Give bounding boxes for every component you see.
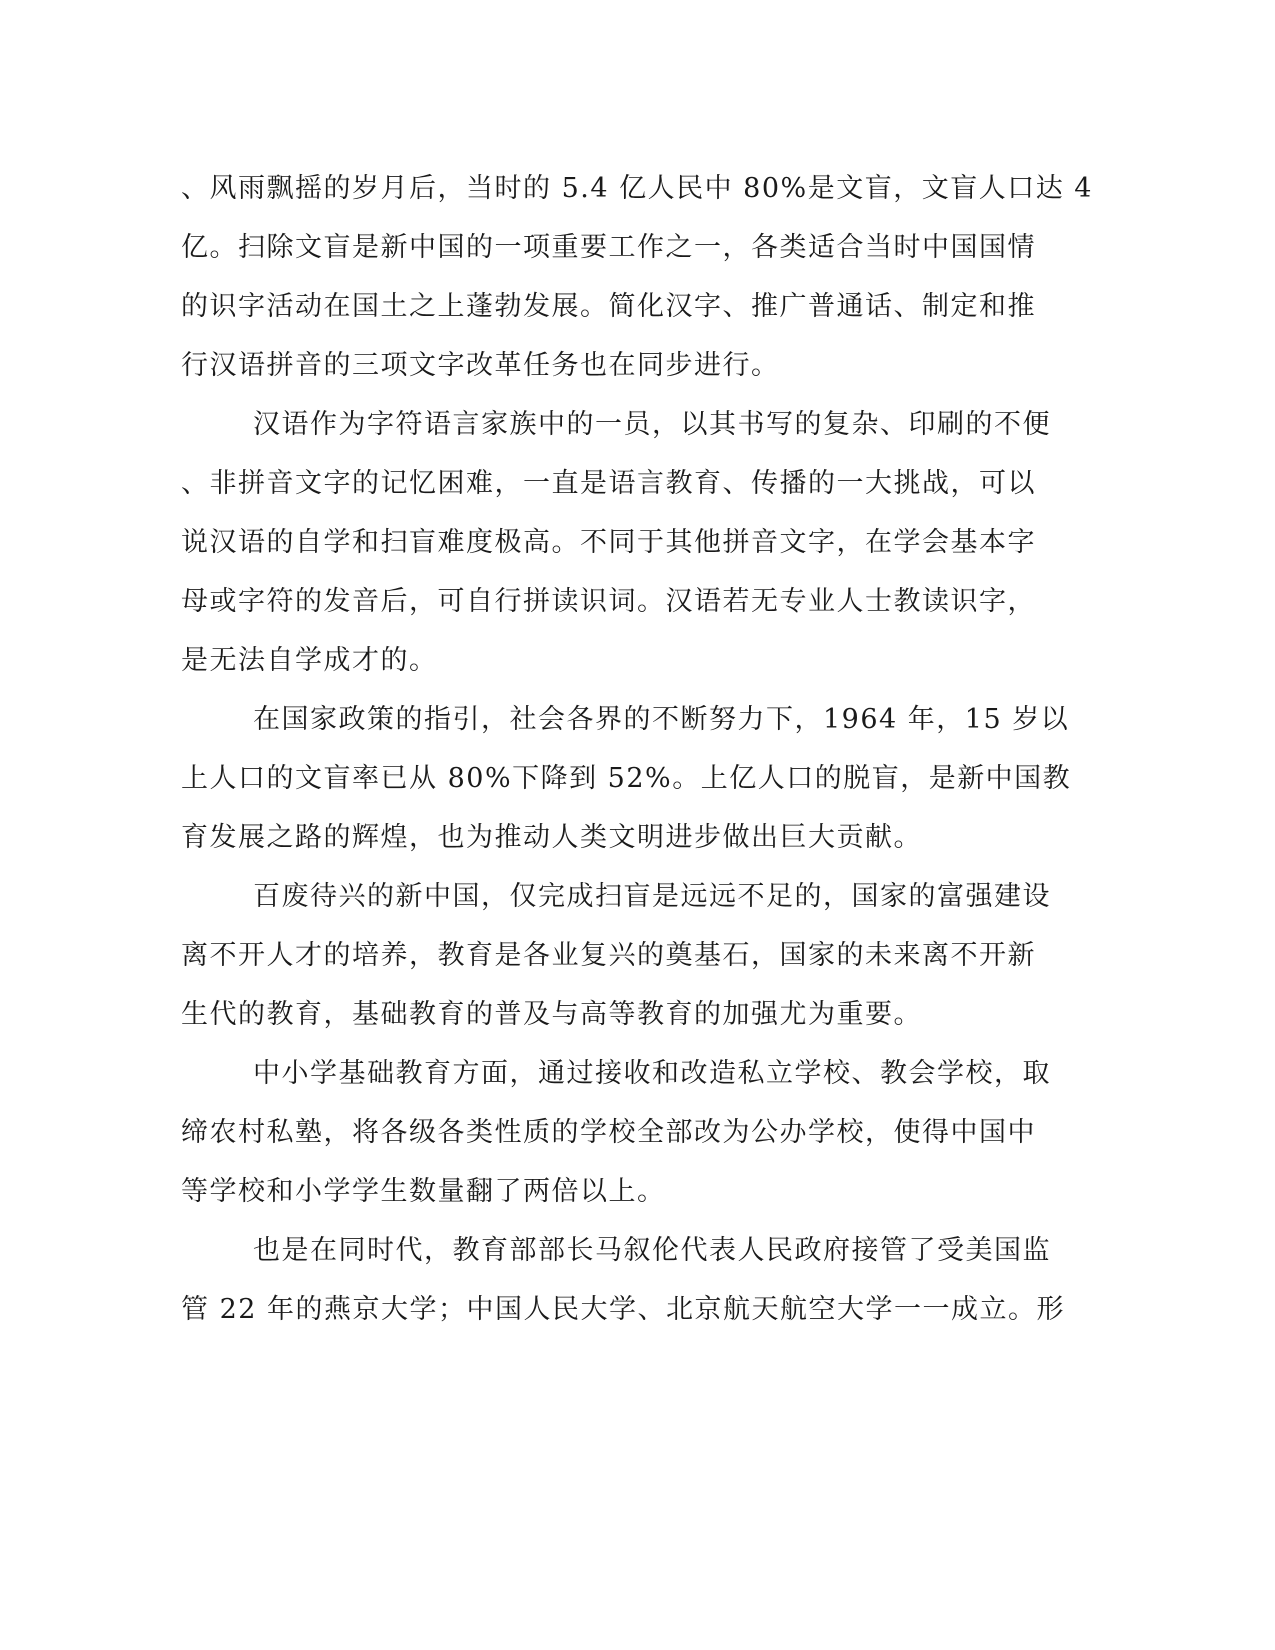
paragraph-first-line: 在国家政策的指引，社会各界的不断努力下，1964 年，15 岁以 <box>253 704 1070 735</box>
text-line: 亿。扫除文盲是新中国的一项重要工作之一，各类适合当时中国国情 <box>181 232 1036 263</box>
text-line: 、非拼音文字的记忆困难，一直是语言教育、传播的一大挑战，可以 <box>181 468 1036 499</box>
text-line: 、风雨飘摇的岁月后，当时的 5.4 亿人民中 80%是文盲，文盲人口达 4 <box>181 173 1093 204</box>
text-line: 育发展之路的辉煌，也为推动人类文明进步做出巨大贡献。 <box>181 822 922 853</box>
text-line: 离不开人才的培养，教育是各业复兴的奠基石，国家的未来离不开新 <box>181 940 1036 971</box>
text-line: 说汉语的自学和扫盲难度极高。不同于其他拼音文字，在学会基本字 <box>181 527 1036 558</box>
text-line: 管 22 年的燕京大学；中国人民大学、北京航天航空大学一一成立。形 <box>181 1294 1066 1325</box>
text-line: 等学校和小学学生数量翻了两倍以上。 <box>181 1176 666 1207</box>
text-line: 缔农村私塾，将各级各类性质的学校全部改为公办学校，使得中国中 <box>181 1117 1036 1148</box>
paragraph-first-line: 也是在同时代，教育部部长马叙伦代表人民政府接管了受美国监 <box>253 1235 1051 1266</box>
text-line: 母或字符的发音后，可自行拼读识词。汉语若无专业人士教读识字， <box>181 586 1036 617</box>
paragraph-first-line: 中小学基础教育方面，通过接收和改造私立学校、教会学校，取 <box>253 1058 1051 1089</box>
paragraph-first-line: 百废待兴的新中国，仅完成扫盲是远远不足的，国家的富强建设 <box>253 881 1051 912</box>
text-line: 是无法自学成才的。 <box>181 645 438 676</box>
text-line: 生代的教育，基础教育的普及与高等教育的加强尤为重要。 <box>181 999 922 1030</box>
text-line: 的识字活动在国土之上蓬勃发展。简化汉字、推广普通话、制定和推 <box>181 291 1036 322</box>
text-line: 上人口的文盲率已从 80%下降到 52%。上亿人口的脱盲，是新中国教 <box>181 763 1072 794</box>
text-line: 行汉语拼音的三项文字改革任务也在同步进行。 <box>181 350 780 381</box>
body-text <box>181 159 1093 1339</box>
paragraph-first-line: 汉语作为字符语言家族中的一员，以其书写的复杂、印刷的不便 <box>253 409 1051 440</box>
